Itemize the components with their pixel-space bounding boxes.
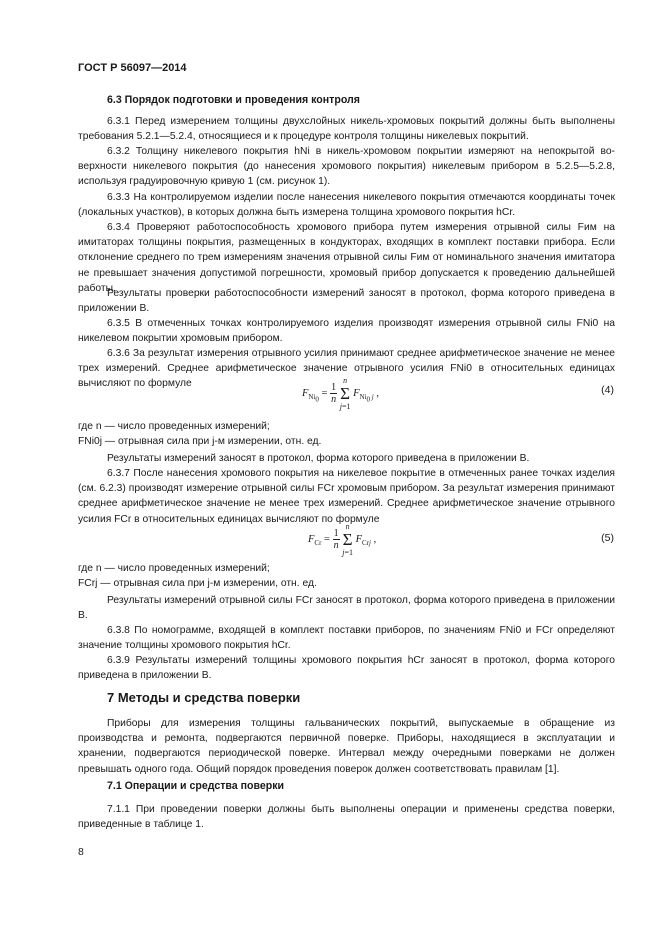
formula-4-legend-f: FNi0j — отрывная сила при j-м измерении, отн. ед. xyxy=(78,436,322,447)
paragraph-6-3-2: 6.3.2 Толщину никелевого покрытия hNi в никель-хромовом покрытии измеряют на непокрытой во-верхности никелевого покрытия (до нанесения хромового покрытия) никелевым прибором в 5.2.5—5.2.8, используя градуировочную кривую 1 (см. рисунок 1). xyxy=(78,146,615,188)
paragraph-6-3-6: 6.3.6 За результат измерения отрывного усилия принимают среднее арифметическое значение не менее трех измерений. Среднее арифметическое значение отрывного усилия FNi0 в относительных единицах вычисляют по формуле xyxy=(78,348,615,390)
formula-4: $F_{Ni_0}$ = $\frac{1}{n}$ n Σ j=1 $F_{Ni_0 j}$ , xyxy=(302,376,379,411)
paragraph-7: Приборы для измерения толщины гальванических покрытий, выпускаемые в обращение из производства и ремонта, подвергаются первичной поверке. Приборы, находящиеся в эксплуатации и хранении, подвергаются периодической поверке. Интервал между очередными поверками не должен превышать одного года. Общий порядок проведения поверок должен соответствовать правилам [1]. xyxy=(78,718,615,775)
section-6-3-title: 6.3 Порядок подготовки и проведения контроля xyxy=(107,94,360,106)
section-7-title: 7 Методы и средства поверки xyxy=(107,690,301,705)
paragraph-6-3-1: 6.3.1 Перед измерением толщины двухслойных никель-хромовых покрытий должны быть выполнены требования 5.2.1—5.2.4, относящиеся и к процедуре контроля толщины никелевых покрытий. xyxy=(78,116,615,143)
formula-4-legend-n: где n — число проведенных измерений; xyxy=(78,421,270,432)
paragraph-6-3-3: 6.3.3 На контролируемом изделии после нанесения никелевого покрытия отмечаются координаты точек (локальных участков), в которых должна быть измерена толщина хромового покрытия hCr. xyxy=(78,192,615,219)
section-7-1-title: 7.1 Операции и средства поверки xyxy=(107,780,285,792)
paragraph-7-1-1: 7.1.1 При проведении поверки должны быть выполнены операции и применены средства поверки, приведенные в таблице 1. xyxy=(78,804,615,831)
paragraph-6-3-6-results: Результаты измерений заносят в протокол, форма которого приведена в приложении В. xyxy=(107,453,530,464)
formula-5-legend-f: FCrj — отрывная сила при j-м измерении, отн. ед. xyxy=(78,578,317,589)
equation-number-4: (4) xyxy=(601,384,614,396)
paragraph-6-3-4: 6.3.4 Проверяют работоспособность хромового прибора путем измерения отрывной силы Fим на имитаторах толщины покрытия, размещенных в кондукторах, входящих в комплект поставки прибора. Если отклонение среднего по трем измерениям значения отрывной силы Fим от номинального значения имитатора не превышает значения допустимой погрешности, хромовый прибор допускается к проведению дальнейшей работы. xyxy=(78,222,615,294)
formula-5-legend-n: где n — число проведенных измерений; xyxy=(78,563,270,574)
paragraph-6-3-4-results: Результаты проверки работоспособности измерений заносят в протокол, форма которого приведена в приложении В. xyxy=(78,288,615,315)
paragraph-6-3-5: 6.3.5 В отмеченных точках контролируемого изделия производят измерения отрывной силы FNi0 на никелевом покрытии хромовым прибором. xyxy=(78,318,615,345)
paragraph-6-3-7: 6.3.7 После нанесения хромового покрытия на никелевое покрытие в отмеченных ранее точках изделия (см. 6.2.3) производят измерение отрывной силы FCr хромовым прибором. За результат измерения принимают среднее арифметическое значение не менее трех измерений. Среднее арифметическое значение отрывного усилия FCr в относительных единицах вычисляют по формуле xyxy=(78,468,615,525)
paragraph-6-3-8: 6.3.8 По номограмме, входящей в комплект поставки приборов, по значениям FNi0 и FCr определяют значение толщины хромового покрытия hCr. xyxy=(78,625,615,652)
formula-5: $F_{Cr}$ = $\frac{1}{n}$ n Σ j=1 $F_{Crj}$ , xyxy=(308,522,377,557)
paragraph-6-3-9: 6.3.9 Результаты измерений толщины хромового покрытия hCr заносят в протокол, форма которого приведена в приложении В. xyxy=(78,655,615,682)
standard-header: ГОСТ Р 56097—2014 xyxy=(78,62,187,74)
page-number: 8 xyxy=(78,846,84,858)
equation-number-5: (5) xyxy=(601,532,614,544)
paragraph-6-3-7-results: Результаты измерений отрывной силы FCr заносят в протокол, форма которого приведена в приложении В. xyxy=(78,595,615,622)
